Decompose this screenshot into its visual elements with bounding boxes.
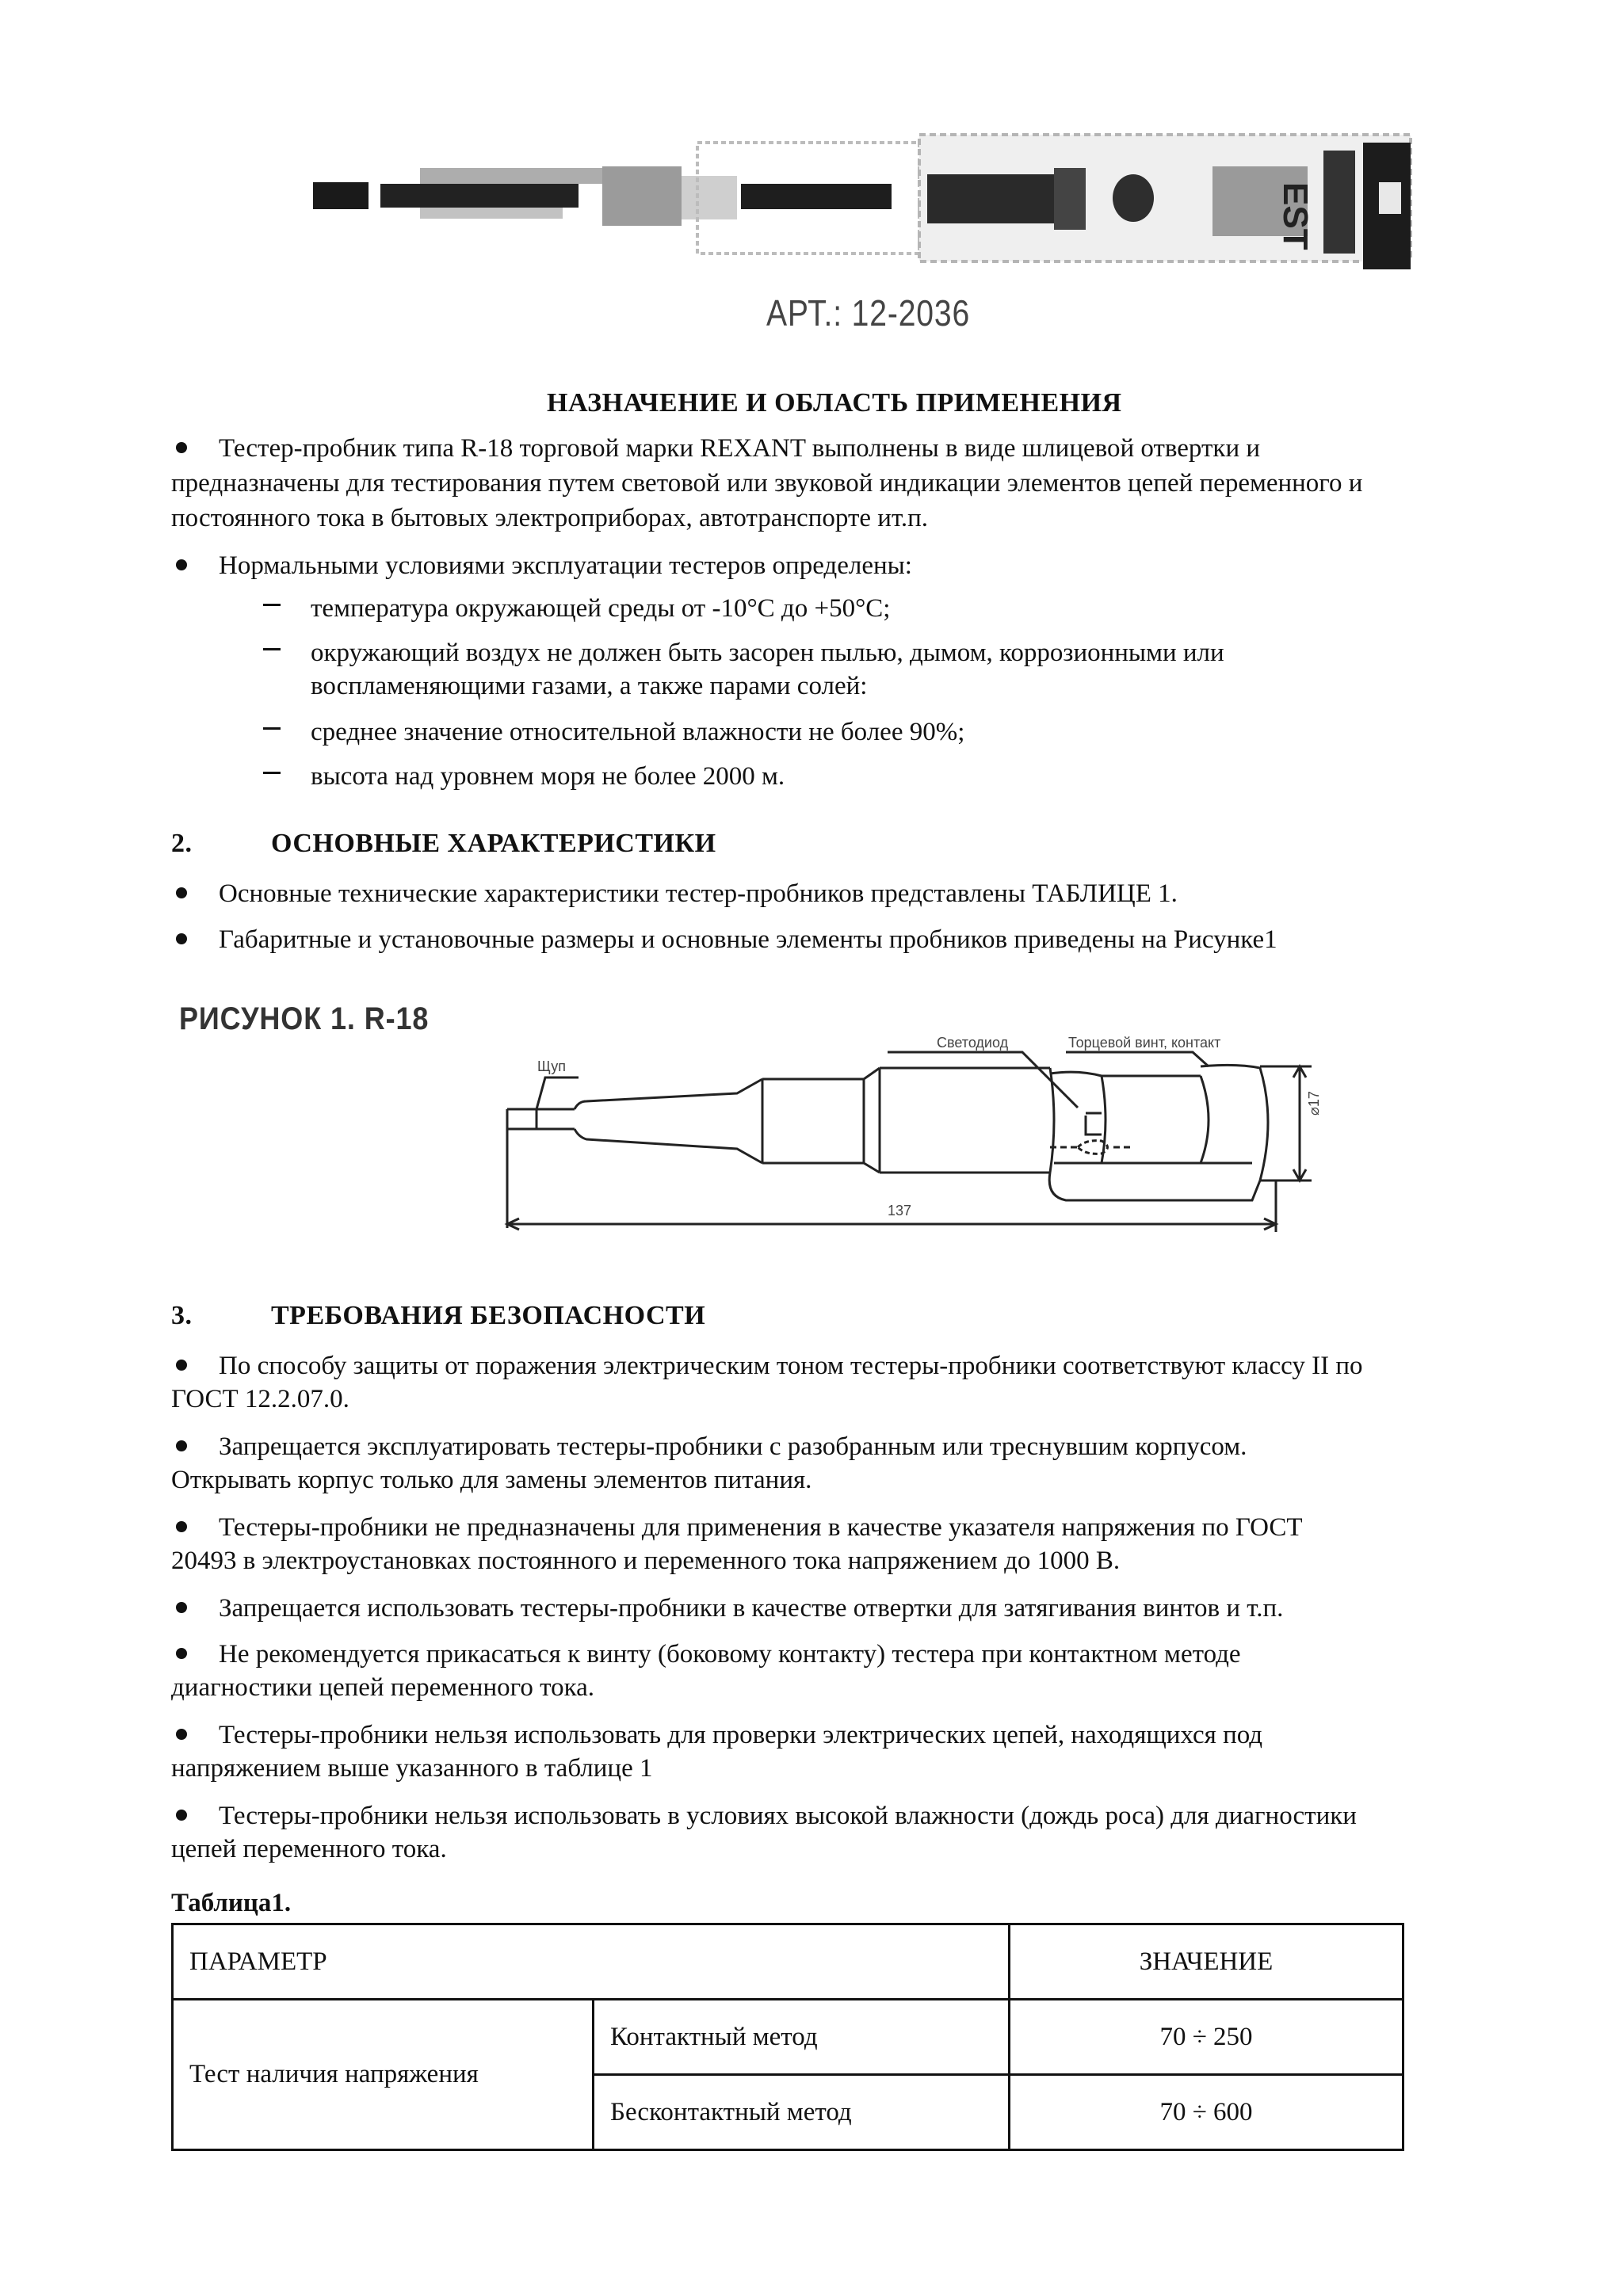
label-end-screw: Торцевой винт, контакт (1068, 1035, 1221, 1051)
condition-temperature: температура окружающей среды от -10°С до +50°С; (311, 594, 891, 623)
label-length: 137 (888, 1203, 912, 1219)
section2-bullet1: Основные технические характеристики тестер-пробников представлены ТАБЛИЦЕ 1. (219, 879, 1178, 908)
bullet-icon (176, 442, 187, 453)
figure-caption: РИСУНОК 1. R-18 (179, 1001, 430, 1036)
article-number: АРТ.: 12-2036 (766, 292, 971, 334)
safety-bullet6-line2: напряжением выше указанного в таблице 1 (171, 1754, 653, 1783)
section2-number: 2. (171, 829, 193, 858)
safety-bullet7-line2: цепей переменного тока. (171, 1835, 447, 1863)
section2-title: ОСНОВНЫЕ ХАРАКТЕРИСТИКИ (271, 829, 716, 858)
product-photo (301, 119, 1458, 277)
section1-bullet1-line3: постоянного тока в бытовых электроприборах, автотранспорте ит.п. (171, 504, 929, 532)
section1-bullet1-line1: Тестер-пробник типа R-18 торговой марки REXANT выполнены в виде шлицевой отвертки и (219, 434, 1261, 463)
bullet-icon (176, 933, 187, 944)
table-row (173, 2000, 1403, 2075)
dash-icon (263, 727, 281, 730)
method-cell: Контактный метод (594, 2000, 1010, 2075)
svg-text:EST: EST (1276, 182, 1315, 250)
value-cell: 70 ÷ 600 (1010, 2075, 1403, 2150)
bullet-icon (176, 1521, 187, 1532)
condition-humidity: среднее значение относительной влажности не более 90%; (311, 718, 965, 746)
bullet-icon (176, 559, 187, 570)
dash-icon (263, 604, 281, 606)
section1-bullet1-line2: предназначены для тестирования путем световой или звуковой индикации элементов цепей переменного и (171, 469, 1363, 498)
label-led: Светодиод (937, 1035, 1009, 1051)
safety-bullet3-line2: 20493 в электроустановках постоянного и переменного тока напряжением до 1000 В. (171, 1547, 1121, 1575)
header-value: ЗНАЧЕНИЕ (1010, 1924, 1403, 2000)
safety-bullet3-line1: Тестеры-пробники не предназначены для применения в качестве указателя напряжения по ГОСТ (219, 1513, 1303, 1542)
label-diameter: ⌀17 (1306, 1091, 1322, 1116)
value-cell: 70 ÷ 250 (1010, 2000, 1403, 2075)
method-cell: Бесконтактный метод (594, 2075, 1010, 2150)
bullet-icon (176, 1602, 187, 1613)
safety-bullet7-line1: Тестеры-пробники нельзя использовать в условиях высокой влажности (дождь роса) для диагностики (219, 1802, 1357, 1830)
condition-altitude: высота над уровнем моря не более 2000 м. (311, 762, 785, 791)
safety-bullet5-line1: Не рекомендуется прикасаться к винту (боковому контакту) тестера при контактном методе (219, 1640, 1241, 1669)
bullet-icon (176, 1648, 187, 1659)
table-caption: Таблица1. (171, 1889, 292, 1917)
section1-title: НАЗНАЧЕНИЕ И ОБЛАСТЬ ПРИМЕНЕНИЯ (547, 388, 1122, 418)
bullet-icon (176, 887, 187, 898)
dash-icon (263, 648, 281, 650)
section2-bullet2: Габаритные и установочные размеры и основные элементы пробников приведены на Рисунке1 (219, 925, 1277, 954)
label-probe: Щуп (537, 1058, 567, 1074)
bullet-icon (176, 1810, 187, 1821)
header-parameter: ПАРАМЕТР (173, 1924, 1010, 2000)
spec-table (171, 1923, 1404, 2151)
dimension-drawing (475, 1014, 1442, 1252)
group-label: Тест наличия напряжения (173, 2000, 594, 2150)
safety-bullet1-line2: ГОСТ 12.2.07.0. (171, 1385, 349, 1413)
table-header-row (173, 1924, 1403, 2000)
safety-bullet4: Запрещается использовать тестеры-пробники в качестве отвертки для затягивания винтов и т.п. (219, 1594, 1284, 1623)
section1-bullet2: Нормальными условиями эксплуатации тестеров определены: (219, 551, 912, 580)
safety-bullet5-line2: диагностики цепей переменного тока. (171, 1673, 594, 1702)
bullet-icon (176, 1729, 187, 1740)
bullet-icon (176, 1440, 187, 1451)
condition-air-line2: воспламеняющими газами, а также парами солей: (311, 672, 868, 700)
safety-bullet6-line1: Тестеры-пробники нельзя использовать для проверки электрических цепей, находящихся под (219, 1721, 1263, 1749)
safety-bullet2-line1: Запрещается эксплуатировать тестеры-пробники с разобранным или треснувшим корпусом. (219, 1432, 1247, 1461)
section3-title: ТРЕБОВАНИЯ БЕЗОПАСНОСТИ (271, 1301, 706, 1330)
safety-bullet1-line1: По способу защиты от поражения электрическим тоном тестеры-пробники соответствуют классу II по (219, 1352, 1363, 1380)
dash-icon (263, 772, 281, 774)
section3-number: 3. (171, 1301, 193, 1330)
bullet-icon (176, 1360, 187, 1371)
condition-air-line1: окружающий воздух не должен быть засорен пылью, дымом, коррозионными или (311, 639, 1224, 667)
screwdriver-tester-photo-icon (301, 119, 1458, 277)
safety-bullet2-line2: Открывать корпус только для замены элементов питания. (171, 1466, 812, 1494)
